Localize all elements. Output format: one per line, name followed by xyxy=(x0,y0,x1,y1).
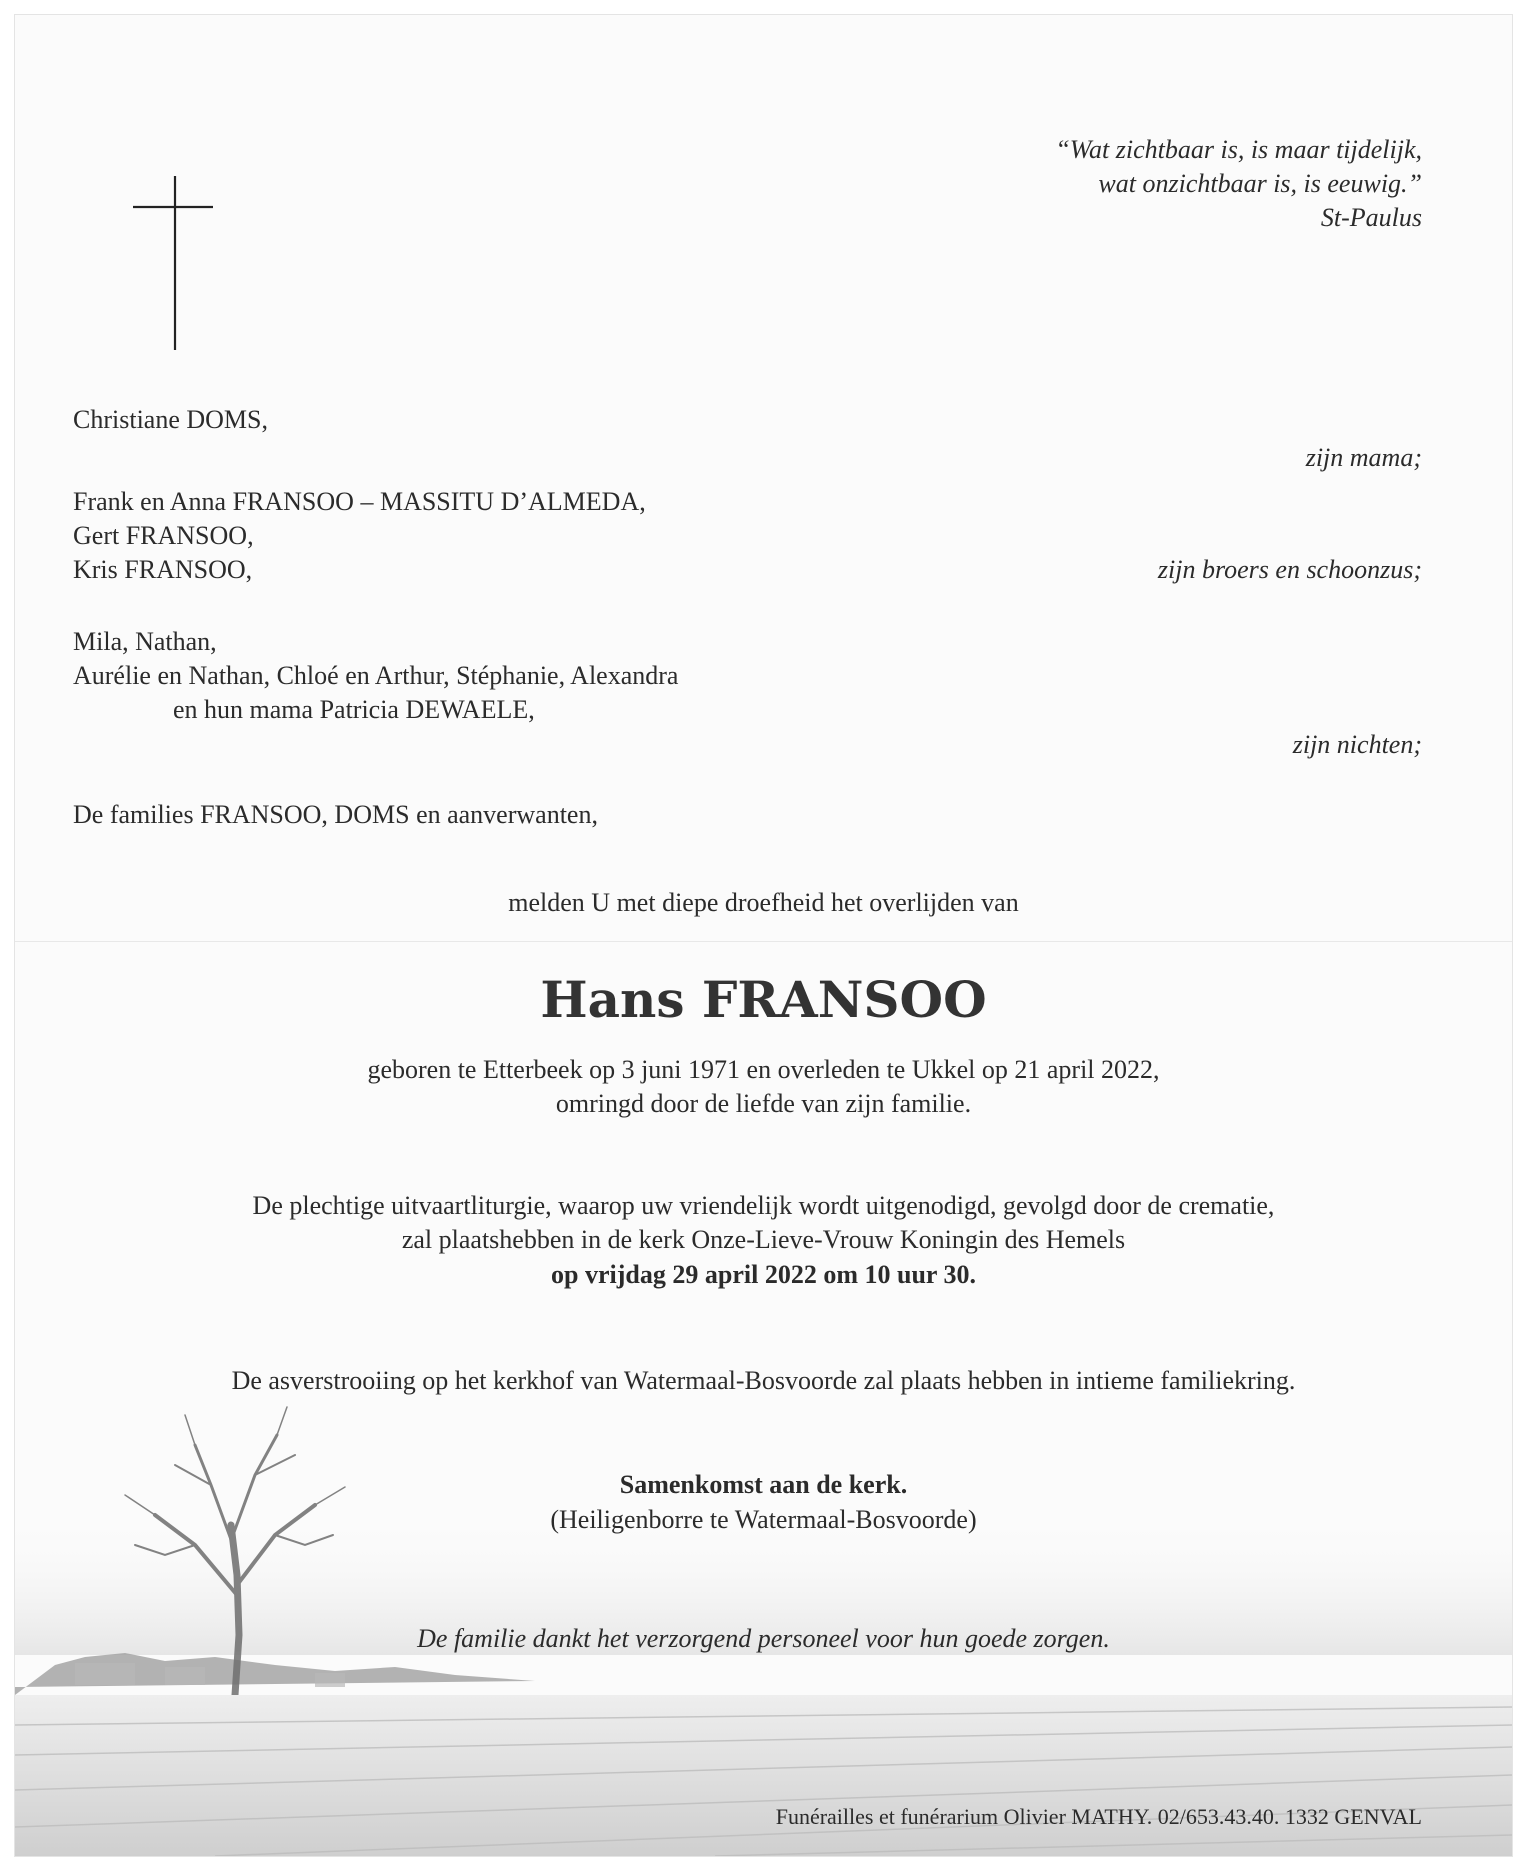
families-line: De families FRANSOO, DOMS en aanverwanten, xyxy=(73,800,598,829)
ceremony-line-2: zal plaatshebben in de kerk Onze-Lieve-Vrouw Koningin des Hemels xyxy=(401,1225,1126,1254)
cross-icon xyxy=(133,164,213,354)
quote-line-2: wat onzichtbaar is, is eeuwig.” xyxy=(1098,169,1422,198)
ceremony-datetime: op vrijdag 29 april 2022 om 10 uur 30. xyxy=(551,1260,976,1289)
sibling-line: Frank en Anna FRANSOO – MASSITU D’ALMEDA, xyxy=(73,487,646,516)
niece-line: Aurélie en Nathan, Chloé en Arthur, Stéphanie, Alexandra xyxy=(73,661,679,690)
quote-author: St-Paulus xyxy=(1320,203,1422,232)
sibling-line: Kris FRANSOO, xyxy=(73,555,253,584)
mother-relation: zijn mama; xyxy=(1305,443,1422,472)
ceremony-line-1: De plechtige uitvaartliturgie, waarop uw vriendelijk wordt uitgenodigd, gevolgd door de crematie, xyxy=(252,1191,1275,1220)
sibling-line: Gert FRANSOO, xyxy=(73,521,254,550)
nieces-relation: zijn nichten; xyxy=(1292,730,1422,759)
quote-line-1: “Wat zichtbaar is, is maar tijdelijk, xyxy=(1055,135,1422,164)
mother-name: Christiane DOMS, xyxy=(73,405,268,434)
nieces-mother: en hun mama Patricia DEWAELE, xyxy=(173,695,535,724)
fold-line xyxy=(15,941,1512,942)
bible-quote xyxy=(1055,133,1422,235)
death-notice-card xyxy=(14,14,1513,1857)
gathering-location: (Heiligenborre te Watermaal-Bosvoorde) xyxy=(550,1505,977,1534)
niece-line: Mila, Nathan, xyxy=(73,627,217,656)
surrounded-line: omringd door de liefde van zijn familie. xyxy=(555,1089,972,1118)
funeral-home-footer: Funérailles et funérarium Olivier MATHY. 02/653.43.40. 1332 GENVAL xyxy=(775,1804,1422,1829)
ashes-line: De asverstrooiing op het kerkhof van Watermaal-Bosvoorde zal plaats hebben in intieme familiekring. xyxy=(231,1366,1296,1395)
thanks-line: De familie dankt het verzorgend personeel voor hun goede zorgen. xyxy=(417,1624,1110,1653)
announcement: melden U met diepe droefheid het overlijden van xyxy=(508,888,1019,917)
siblings-relation: zijn broers en schoonzus; xyxy=(1157,555,1422,584)
deceased-name: Hans FRANSOO xyxy=(540,970,987,1029)
gathering-title: Samenkomst aan de kerk. xyxy=(619,1470,908,1499)
birth-death-line: geboren te Etterbeek op 3 juni 1971 en overleden te Ukkel op 21 april 2022, xyxy=(367,1055,1160,1084)
